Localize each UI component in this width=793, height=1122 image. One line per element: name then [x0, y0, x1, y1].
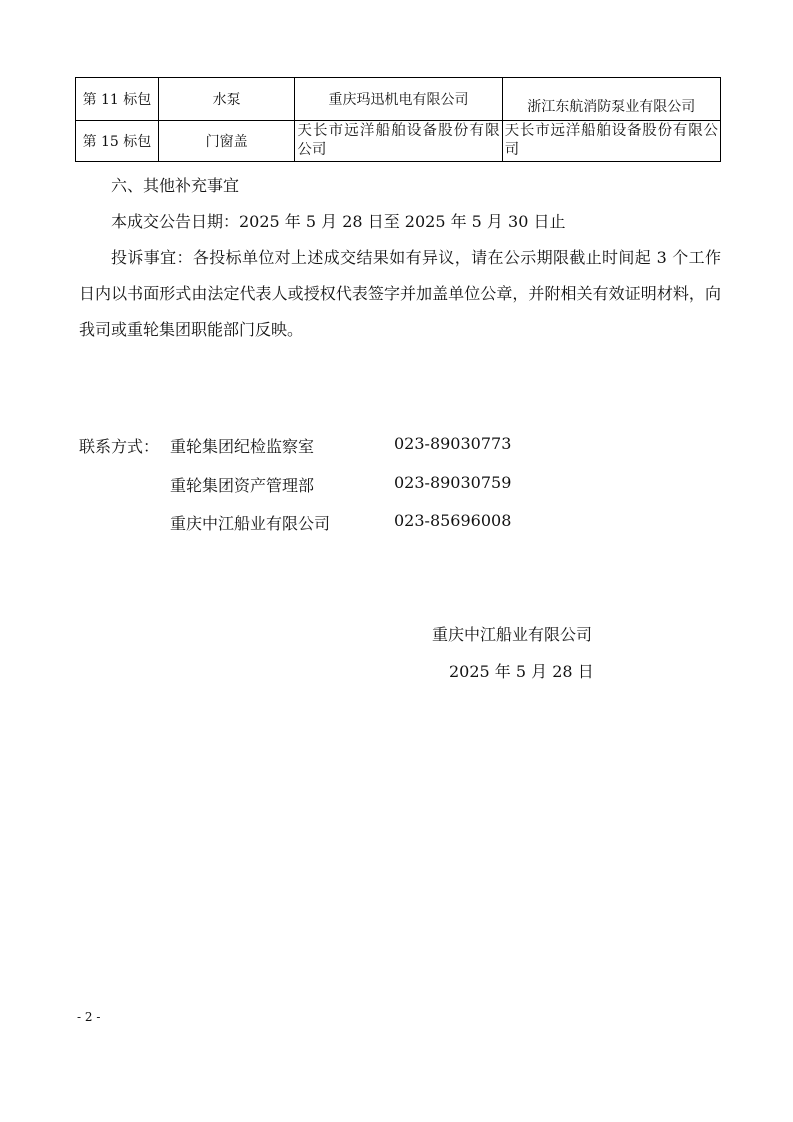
- item-cell: 门窗盖: [158, 121, 294, 162]
- company-b-cell: 浙江东航消防泵业有限公司: [502, 78, 720, 121]
- item-cell: 水泵: [158, 78, 294, 121]
- page-number: - 2 -: [77, 1010, 101, 1024]
- package-cell: 第 11 标包: [76, 78, 159, 121]
- bid-result-table: [75, 77, 721, 162]
- complaint-paragraph: 投诉事宜：各投标单位对上述成交结果如有异议，请在公示期限截止时间起 3 个工作日内以书面形式由法定代表人或授权代表签字并加盖单位公章，并附相关有效证明材料，向我司或重轮集团职能部门反映。: [79, 248, 721, 339]
- package-cell: 第 15 标包: [76, 121, 159, 162]
- table-row: [76, 78, 721, 121]
- section-heading: 六、其他补充事宜: [111, 176, 240, 195]
- contact-phone: 023-89030773: [394, 434, 512, 453]
- contact-phone: 023-89030759: [394, 473, 512, 492]
- table-row: [76, 121, 721, 162]
- announcement-date: 本成交公告日期：2025 年 5 月 28 日至 2025 年 5 月 30 日止: [111, 212, 566, 231]
- contact-dept: 重庆中江船业有限公司: [170, 514, 331, 533]
- company-a-cell: 天长市远洋船舶设备股份有限公司: [295, 121, 502, 162]
- contact-dept: 重轮集团资产管理部: [170, 476, 315, 495]
- contact-phone: 023-85696008: [394, 511, 512, 530]
- company-b-cell: 天长市远洋船舶设备股份有限公司: [502, 121, 720, 162]
- signature-date: 2025 年 5 月 28 日: [449, 662, 594, 681]
- contact-dept: 重轮集团纪检监察室: [170, 437, 315, 456]
- company-a-cell: 重庆玛迅机电有限公司: [295, 78, 502, 121]
- signature-company: 重庆中江船业有限公司: [432, 625, 593, 644]
- contact-label: 联系方式：: [79, 437, 160, 456]
